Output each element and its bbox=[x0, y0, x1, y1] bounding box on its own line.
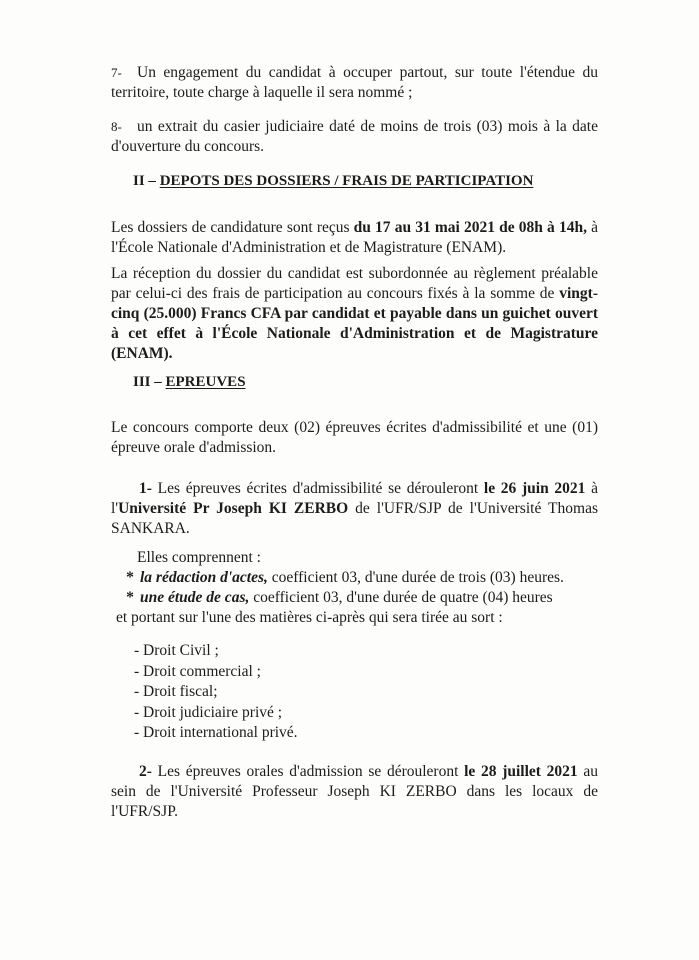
list-item: - Droit international privé. bbox=[134, 724, 298, 741]
bullet-redaction bbox=[120, 568, 600, 588]
text-run: de l'UFR/SJP de l'Université Thomas SANKARA. bbox=[111, 500, 598, 537]
item-number: 7- bbox=[111, 65, 122, 80]
university-bold: Université Pr Joseph KI ZERBO bbox=[118, 500, 349, 517]
item-text: un extrait du casier judiciaire daté de moins de trois (03) mois à la date d'ouverture du concours. bbox=[111, 118, 598, 155]
section-heading-2 bbox=[133, 171, 593, 191]
list-item-8 bbox=[111, 117, 598, 157]
text-run: coefficient 03, d'une durée de quatre (04) heures bbox=[249, 589, 553, 606]
list-item: - Droit commercial ; bbox=[134, 662, 261, 680]
text-run: La réception du dossier du candidat est subordonnée au règlement préalable par celui-ci des frais de participation au concours fixés à la somme de bbox=[111, 265, 598, 302]
bullet-title: la rédaction d'actes, bbox=[140, 569, 268, 586]
paragraph-epreuves-intro bbox=[111, 418, 598, 458]
list-item: - Droit fiscal; bbox=[134, 683, 218, 700]
section-title: DEPOTS DES DOSSIERS / FRAIS DE PARTICIPATION bbox=[159, 173, 534, 189]
list-item: - Droit judiciaire privé ; bbox=[134, 703, 283, 721]
paragraph-orales bbox=[111, 762, 598, 822]
section-title: EPREUVES bbox=[165, 374, 246, 390]
paragraph-number: 2- bbox=[139, 763, 152, 780]
text-run: à l' bbox=[111, 480, 598, 517]
section-heading-3 bbox=[133, 372, 433, 392]
item-text: Un engagement du candidat à occuper partout, sur toute l'étendue du territoire, toute charge à laquelle il sera nommé ; bbox=[111, 64, 598, 101]
paragraph-ecrites bbox=[111, 479, 598, 539]
comprise-label bbox=[137, 548, 437, 568]
text-run: Les dossiers de candidature sont reçus bbox=[111, 219, 354, 236]
text-run: et portant sur l'une des matières ci-après qui sera tirée au sort : bbox=[116, 609, 503, 626]
section-prefix: II – bbox=[133, 173, 156, 189]
text-run: coefficient 03, d'une durée de trois (03) heures. bbox=[267, 569, 564, 586]
bullet-star: * bbox=[126, 589, 134, 606]
text-run: à l'École Nationale d'Administration et de Magistrature (ENAM). bbox=[111, 219, 598, 256]
list-item: - Droit Civil ; bbox=[134, 642, 219, 659]
text-run: Les épreuves écrites d'admissibilité se dérouleront bbox=[151, 480, 484, 497]
dates-bold: du 17 au 31 mai 2021 de 08h à 14h, bbox=[353, 219, 587, 236]
bullet-title: une étude de cas, bbox=[140, 589, 250, 606]
subjects-list bbox=[134, 641, 434, 744]
text-run: Le concours comporte deux (02) épreuves écrites d'admissibilité et une (01) épreuve orale d'admission. bbox=[111, 419, 598, 456]
paragraph-frais bbox=[111, 264, 598, 364]
section-prefix: III – bbox=[133, 374, 162, 390]
text-run: Elles comprennent : bbox=[137, 549, 261, 566]
date-bold: le 28 juillet 2021 bbox=[464, 763, 578, 780]
item-number: 8- bbox=[111, 119, 122, 134]
date-bold: le 26 juin 2021 bbox=[483, 480, 586, 497]
paragraph-dossiers bbox=[111, 218, 598, 258]
list-item-7 bbox=[111, 63, 598, 103]
text-run: au sein de l'Université Professeur Joseph KI ZERBO dans les locaux de l'UFR/SJP. bbox=[111, 763, 598, 820]
text-run: Les épreuves orales d'admission se dérouleront bbox=[151, 763, 465, 780]
paragraph-number: 1- bbox=[139, 480, 152, 497]
fee-bold: vingt-cinq (25.000) Francs CFA par candidat et payable dans un guichet ouvert à cet effet à l'École Nationale d'Administration et de Magistrature (ENAM). bbox=[111, 285, 598, 362]
bullet-star: * bbox=[126, 569, 134, 586]
bullet-etude-continued bbox=[116, 608, 596, 628]
bullet-etude bbox=[120, 588, 600, 608]
